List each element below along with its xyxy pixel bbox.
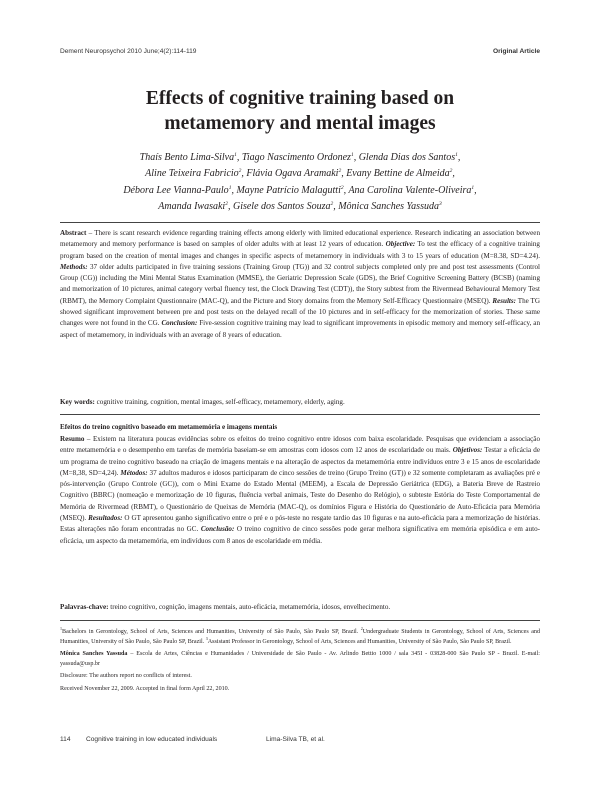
- author-affiliation-mark: 2: [338, 168, 342, 175]
- author-name: Mônica Sanches Yassuda: [338, 200, 439, 212]
- author-name: Mayne Patrício Malagutti: [236, 184, 341, 196]
- results-text: The TG showed significant improvement between pre and post tests on the delayed recall of the 10 pictures and in self-efficacy for the memorization of stories. These same changes were not found in the CG.: [60, 296, 540, 328]
- author-affiliation-mark: 3: [438, 200, 442, 207]
- keywords-label: Key words:: [60, 398, 95, 406]
- title-line-1: Effects of cognitive training based on: [145, 88, 455, 109]
- conclusao-label: Conclusão:: [200, 525, 235, 534]
- author-affiliation-mark: 1: [228, 184, 232, 191]
- author-list: Thaís Bento Lima-Silva$^1$, Tiago Nascimento Ordonez$^1$, Glenda Dias dos Santos$^1$, Aline Teixeira Fabricio$^2$, Flávia Ogava Aramaki$^2$, Evany Bettine de Almeida$^2$, Débora Lee Vianna-Paulo$^1$, Mayne Patrício Malagutti$^2$, Ana Carolina Valente-Oliveira$^1$, Amanda Iwasaki$^2$, Gisele dos Santos Souza$^2$, Mônica Sanches Yassuda$^3$: [123, 152, 477, 212]
- resultados-label: Resultados:: [88, 514, 123, 523]
- article-title: [70, 86, 530, 136]
- methods-label: Methods:: [60, 262, 88, 271]
- author-name: Ana Carolina Valente-Oliveira: [348, 184, 472, 196]
- portuguese-title: Efeitos do treino cognitivo baseado em metamemória e imagens mentais: [60, 423, 278, 431]
- keywords-text: cognitive training, cognition, mental images, self-efficacy, metamemory, elderly, aging.: [94, 398, 345, 406]
- abstract-intro: – There is scant research evidence regarding training effects among elderly with limited educational experience. Research indicating an association between metamemory and memory performance is based on samples of older adults with at least 12 years of education.: [60, 229, 540, 249]
- results-label: Results:: [492, 296, 517, 305]
- author-name: Evany Bettine de Almeida: [346, 168, 450, 180]
- author-affiliation-mark: 2: [340, 184, 344, 191]
- palavras-chave-text: treino cognitivo, cognição, imagens mentais, auto-eficácia, metamemória, idosos, envelhecimento.: [108, 603, 391, 611]
- objective-label: Objective:: [385, 240, 416, 249]
- author-affiliation-mark: 2: [225, 200, 228, 207]
- page-header: [60, 48, 540, 58]
- resumo-label: Resumo: [60, 435, 85, 443]
- journal-reference: Dement Neuropsychol 2010 June;4(2):114-119: [60, 48, 197, 55]
- abstract-top-rule: [60, 222, 540, 223]
- correspondence-name: Mônica Sanches Yassuda: [60, 651, 128, 658]
- author-affiliation-mark: 2: [449, 168, 453, 175]
- author-name: Aline Teixeira Fabricio: [145, 168, 239, 180]
- objetivos-text: Testar a eficácia de um programa de treino cognitivo baseado na criação de imagens mentais e na alteração de aspectos da metamemória entre indivíduos entre 3 e 15 anos de escolaridade (M=8,38, SD=4,24).: [60, 446, 540, 477]
- metodos-text: 37 adultos maduros e idosos participaram de cinco sessões de treino (Grupo Treino (GT)) e 32 somente completaram as avaliações pré e pós-intervenção (Grupo Controle (GC)), com o Mini Exame do Estado Mental (MEEM), a Escala de Depressão Geriátrica (EDG), a Bateria Breve de Rastreio Cognitivo (BBRC) (nomeação e memorização de 10 figuras, fluência verbal animais, Teste do Desenho do Relógio), o subteste Estória do Teste Comportamental de Memória de Rivermead (RBMT), o Questionário de Queixas de Memória (MAC-Q), os domínios Figura e História do Questionário de Auto-Eficácia para Memória (MSEQ).: [60, 468, 540, 523]
- keywords-line: [60, 398, 540, 406]
- disclosure-note: Disclosure: The authors report no conflicts of interest.: [60, 673, 192, 680]
- author-affiliation-mark: 1: [455, 152, 458, 158]
- author-affiliation-mark: 1: [234, 152, 237, 158]
- palavras-chave-line: [60, 603, 540, 611]
- resumo-intro: – Existem na literatura poucas evidências sobre os efeitos do treino cognitivo entre idosos com baixa escolaridade. Pesquisas que evidenciam a associação entre metamemória e o desempenho em tarefas de memória baseiam-se em amostras com idosos com 12 anos de escolaridade ou mais.: [60, 435, 540, 455]
- title-line-2: metamemory and mental images: [164, 113, 436, 134]
- affiliations-note: $^1$Bachelors in Gerontology, School of Arts, Sciences and Humanities, University of São Paulo, São Paulo SP, Brazil. $^2$Undergraduate Students in Gerontology, School of Arts, Sciences and Humanities, University of São Paulo, São Paulo SP, Brazil. $^3$Assistant Professor in Gerontology, School of Arts, Sciences and Humanities, University of São Paulo, São Paulo SP, Brazil.: [60, 626, 540, 645]
- conclusion-text: Five-session cognitive training may lead to significant improvements in episodic memory and memory self-efficacy, an aspect of metamemory, in individuals with an average of 8 years of education.: [60, 319, 540, 339]
- article-type-label: Original Article: [492, 48, 540, 55]
- author-affiliation-mark: 1: [350, 152, 354, 158]
- resumo-paragraph: [60, 434, 540, 547]
- abstract-paragraph: [60, 228, 540, 341]
- correspondence-note: [60, 650, 540, 669]
- author-name: Amanda Iwasaki: [158, 200, 226, 212]
- author-name: Gisele dos Santos Souza: [232, 200, 331, 212]
- methods-text: 37 older adults participated in five training sessions (Training Group (TG)) and 32 control subjects completed only pre and post test assessments (Control Group (CG)) including the Mini Mental Status Examination (MMSE), the Geriatric Depression Scale (GDS), the Brief Cognitive Screening Battery (BCSB) (naming and memorization of 10 pictures, animal category verbal fluency test, the Clock Drawing Test (CDT)), the Story subtest from the Rivermead Behavioural Memory Test (RBMT), the Memory Complaint Questionnaire (MAC-Q), and the Picture and Story domains from the Memory Self-Efficacy Questionnaire (MSEQ).: [60, 262, 540, 305]
- abstract-label: Abstract: [60, 229, 87, 237]
- running-title: Cognitive training in low educated individuals: [86, 736, 218, 743]
- conclusao-text: O treino cognitivo de cinco sessões pode gerar melhora significativa em memória episódica e em auto-eficácia, um aspecto da metamemória, em indivíduos com 8 anos de escolaridade em média.: [60, 525, 540, 545]
- author-name: Flávia Ogava Aramaki: [246, 168, 339, 180]
- received-note: Received November 22, 2009. Accepted in final form April 22, 2010.: [60, 685, 230, 692]
- author-affiliation-mark: 2: [238, 168, 242, 175]
- conclusion-label: Conclusion:: [161, 319, 198, 328]
- metodos-label: Métodos:: [120, 468, 148, 477]
- author-name: Thaís Bento Lima-Silva: [139, 152, 235, 163]
- footnote-rule: [60, 620, 540, 621]
- author-affiliation-mark: 1: [471, 184, 475, 191]
- author-name: Tiago Nascimento Ordonez: [241, 152, 351, 163]
- page-number: 114: [60, 736, 71, 743]
- running-authors: Lima-Silva TB, et al.: [266, 736, 325, 743]
- objetivos-label: Objetivos:: [452, 446, 483, 455]
- author-name: Débora Lee Vianna-Paulo: [123, 184, 229, 196]
- resultados-text: O GT apresentou ganho significativo entre o pré e o pós-teste no resgate tardio das 10 figuras e na auto-eficácia para a memorização de histórias. Estas alterações não foram encontradas no GC.: [60, 514, 541, 534]
- author-name: Glenda Dias dos Santos: [358, 152, 456, 163]
- footnotes: [60, 628, 540, 698]
- correspondence-text: – Escola de Artes, Ciências e Humanidades / Universidade de São Paulo - Av. Arlindo Bettio 1000 / sala 345I - 03828-000 São Paulo SP - Brazil. E-mail: yassuda@usp.br: [60, 651, 540, 667]
- objective-text: To test the efficacy of a cognitive training program based on the creation of mental images and changes in specific aspects of metamemory in individuals with 3 to 15 years of education (M=8.38, SD=4.24).: [60, 240, 540, 260]
- page-footer: [60, 736, 540, 746]
- abstract-bottom-rule: [60, 414, 540, 415]
- palavras-chave-label: Palavras-chave:: [60, 603, 109, 611]
- author-affiliation-mark: 2: [330, 200, 334, 207]
